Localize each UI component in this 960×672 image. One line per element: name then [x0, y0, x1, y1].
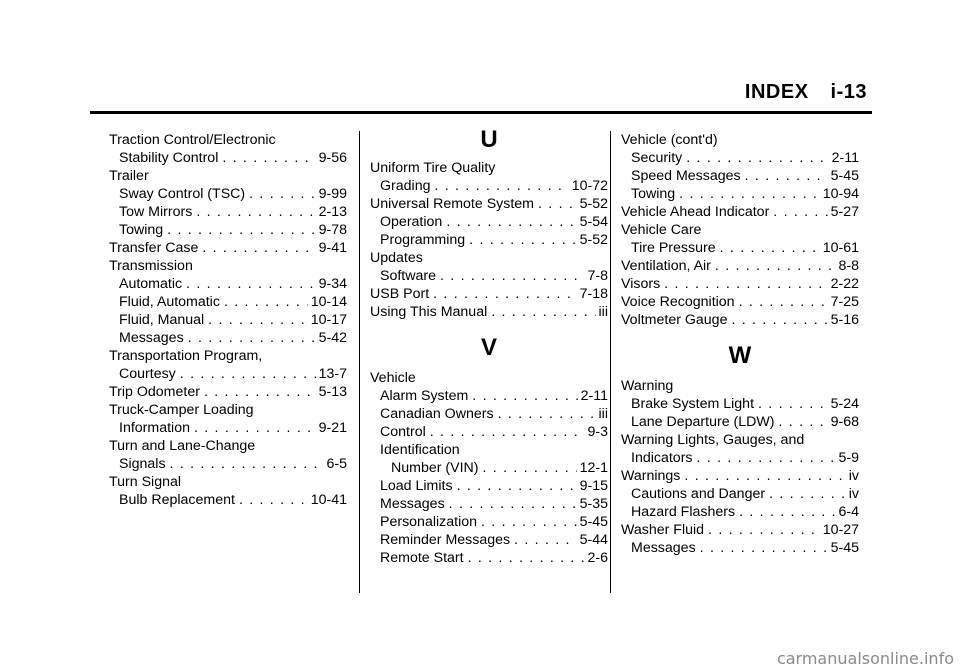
- dot-leader: [769, 485, 846, 503]
- entry-label: Bulb Replacement: [119, 492, 235, 508]
- index-subentry: [109, 491, 347, 509]
- entry-label: Load Limits: [380, 478, 453, 494]
- entry-page-ref[interactable]: 9-56: [318, 150, 347, 166]
- entry-label: Messages: [631, 540, 696, 556]
- index-subentry: [370, 531, 608, 549]
- column-divider: [359, 131, 360, 593]
- index-subentry: [621, 239, 859, 257]
- entry-label: Warning: [621, 378, 674, 394]
- dot-leader: [491, 303, 595, 321]
- entry-label: Brake System Light: [631, 396, 755, 412]
- index-subentry: [370, 423, 608, 441]
- index-subentry: [621, 449, 859, 467]
- dot-leader: [720, 239, 820, 257]
- entry-page-ref[interactable]: 6-4: [838, 504, 859, 520]
- entry-label: Software: [380, 268, 436, 284]
- entry-label: Uniform Tire Quality: [370, 160, 496, 176]
- entry-label: Using This Manual: [370, 304, 488, 320]
- entry-page-ref[interactable]: 6-5: [326, 456, 347, 472]
- entry-page-ref[interactable]: 9-15: [579, 478, 608, 494]
- entry-page-ref[interactable]: 7-8: [587, 268, 608, 284]
- entry-label: Fluid, Manual: [119, 312, 205, 328]
- section-letter: U: [480, 126, 498, 153]
- entry-page-ref[interactable]: 5-27: [830, 204, 859, 220]
- index-subentry: [621, 167, 859, 185]
- entry-page-ref[interactable]: 12-1: [579, 460, 608, 476]
- dot-leader: [188, 329, 316, 347]
- entry-label: Lane Departure (LDW): [631, 414, 775, 430]
- entry-label: Vehicle Care: [621, 222, 702, 238]
- entry-label: Tow Mirrors: [119, 204, 193, 220]
- dot-leader: [186, 275, 316, 293]
- dot-leader: [739, 293, 828, 311]
- entry-page-ref[interactable]: 5-54: [579, 214, 608, 230]
- entry-page-ref[interactable]: 5-44: [579, 532, 608, 548]
- entry-label: Vehicle (cont'd): [621, 132, 718, 148]
- entry-page-ref[interactable]: iii: [598, 304, 608, 320]
- index-subentry: [370, 495, 608, 513]
- dot-leader: [196, 203, 315, 221]
- dot-leader: [538, 195, 577, 213]
- index-entry: [109, 131, 347, 149]
- entry-page-ref[interactable]: 9-34: [318, 276, 347, 292]
- entry-page-ref[interactable]: 5-52: [579, 232, 608, 248]
- index-entry: [370, 285, 608, 303]
- index-entry: [109, 437, 347, 455]
- index-entry: [621, 293, 859, 311]
- entry-label: Truck-Camper Loading: [109, 402, 254, 418]
- index-subentry: [370, 549, 608, 567]
- entry-label: Hazard Flashers: [631, 504, 736, 520]
- dot-leader: [664, 275, 827, 293]
- index-entry: [109, 347, 347, 365]
- index-entry: [109, 239, 347, 257]
- entry-page-ref[interactable]: 9-3: [587, 424, 608, 440]
- entry-page-ref[interactable]: iii: [598, 406, 608, 422]
- entry-label: Ventilation, Air: [621, 258, 711, 274]
- index-subentry: [109, 293, 347, 311]
- header-title: INDEX: [744, 81, 809, 103]
- entry-label: Washer Fluid: [621, 522, 705, 538]
- entry-label: Warnings: [621, 468, 681, 484]
- index-subentry: [621, 503, 859, 521]
- page-header: [745, 81, 867, 104]
- dot-leader: [773, 203, 827, 221]
- dot-leader: [249, 185, 315, 203]
- section-letter: V: [480, 334, 497, 361]
- entry-label: Programming: [380, 232, 466, 248]
- entry-label: Grading: [380, 178, 431, 194]
- index-entry: [621, 221, 859, 239]
- entry-label: Fluid, Automatic: [119, 294, 220, 310]
- entry-label: Messages: [119, 330, 184, 346]
- dot-leader: [180, 365, 316, 383]
- index-subentry: [370, 441, 608, 459]
- dot-leader: [779, 413, 828, 431]
- dot-leader: [208, 311, 308, 329]
- entry-page-ref[interactable]: iv: [848, 468, 859, 484]
- index-entry: [370, 195, 608, 213]
- dot-leader: [430, 423, 585, 441]
- entry-page-ref[interactable]: 2-6: [587, 550, 608, 566]
- entry-page-ref[interactable]: 13-7: [318, 366, 347, 382]
- entry-page-ref[interactable]: 2-11: [580, 388, 608, 404]
- dot-leader: [684, 467, 845, 485]
- entry-label: Towing: [119, 222, 164, 238]
- index-entry: [621, 431, 859, 449]
- entry-page-ref[interactable]: 2-22: [830, 276, 859, 292]
- index-entry: [109, 167, 347, 185]
- dot-leader: [170, 455, 324, 473]
- entry-label: Turn and Lane-Change: [109, 438, 256, 454]
- index-subentry: [370, 267, 608, 285]
- entry-label: Vehicle: [370, 370, 416, 386]
- entry-page-ref[interactable]: 5-24: [830, 396, 859, 412]
- index-entry: [370, 159, 608, 177]
- index-subentry: [109, 275, 347, 293]
- entry-page-ref[interactable]: iv: [848, 486, 859, 502]
- entry-label: Remote Start: [380, 550, 464, 566]
- index-subentry: [109, 203, 347, 221]
- entry-label: Voice Recognition: [621, 294, 735, 310]
- index-column-3: [621, 131, 859, 557]
- dot-leader: [498, 405, 596, 423]
- dot-leader: [434, 177, 568, 195]
- index-entry: [370, 369, 608, 387]
- index-entry: [621, 203, 859, 221]
- dot-leader: [167, 221, 315, 239]
- entry-label: Alarm System: [380, 388, 469, 404]
- dot-leader: [708, 521, 820, 539]
- entry-page-ref[interactable]: 9-41: [318, 240, 347, 256]
- entry-page-ref[interactable]: 2-13: [318, 204, 347, 220]
- entry-label: Warning Lights, Gauges, and: [621, 432, 805, 448]
- entry-page-ref[interactable]: 10-61: [822, 240, 859, 256]
- entry-page-ref[interactable]: 5-52: [579, 196, 608, 212]
- entry-page-ref[interactable]: 9-78: [318, 222, 347, 238]
- entry-label: Sway Control (TSC): [119, 186, 246, 202]
- entry-label: Stability Control: [119, 150, 219, 166]
- entry-label: Universal Remote System: [370, 196, 534, 212]
- page-number: i-13: [830, 81, 867, 103]
- index-entry: [109, 473, 347, 491]
- index-entry: [109, 401, 347, 419]
- dot-leader: [715, 257, 836, 275]
- index-subentry: [370, 231, 608, 249]
- entry-label: Messages: [380, 496, 445, 512]
- entry-page-ref[interactable]: 10-94: [822, 186, 859, 202]
- entry-label: Courtesy: [119, 366, 176, 382]
- entry-label: Signals: [119, 456, 166, 472]
- watermark: carmanualsonline.info: [776, 649, 954, 668]
- entry-label: Traction Control/Electronic: [109, 132, 276, 148]
- entry-page-ref[interactable]: 7-25: [830, 294, 859, 310]
- index-column-2: [370, 126, 608, 567]
- dot-leader: [745, 167, 828, 185]
- entry-label: Indicators: [631, 450, 693, 466]
- dot-leader: [758, 395, 828, 413]
- index-subentry: [370, 459, 608, 477]
- index-subentry: [370, 177, 608, 195]
- entry-label: Towing: [631, 186, 676, 202]
- index-entry: [370, 303, 608, 321]
- index-subentry: [109, 455, 347, 473]
- index-subentry: [109, 185, 347, 203]
- entry-page-ref[interactable]: 5-45: [830, 540, 859, 556]
- entry-label: Cautions and Danger: [631, 486, 766, 502]
- dot-leader: [222, 149, 315, 167]
- entry-label: USB Port: [370, 286, 430, 302]
- entry-page-ref[interactable]: 9-21: [318, 420, 347, 436]
- entry-label: Voltmeter Gauge: [621, 312, 728, 328]
- index-entry: [621, 311, 859, 329]
- index-subentry: [109, 419, 347, 437]
- entry-label: Turn Signal: [109, 474, 182, 490]
- dot-leader: [472, 387, 577, 405]
- dot-leader: [731, 311, 827, 329]
- index-subentry: [109, 221, 347, 239]
- dot-leader: [204, 383, 316, 401]
- entry-page-ref[interactable]: 10-72: [571, 178, 608, 194]
- entry-label: Operation: [380, 214, 443, 230]
- entry-label: Speed Messages: [631, 168, 741, 184]
- index-entry: [621, 257, 859, 275]
- index-subentry: [370, 405, 608, 423]
- dot-leader: [194, 419, 316, 437]
- entry-label: Identification: [380, 442, 460, 458]
- index-subentry: [621, 413, 859, 431]
- entry-label: Updates: [370, 250, 423, 266]
- dot-leader: [481, 513, 577, 531]
- index-entry: [621, 275, 859, 293]
- dot-leader: [469, 231, 576, 249]
- dot-leader: [468, 549, 585, 567]
- index-entry: [621, 467, 859, 485]
- entry-label: Tire Pressure: [631, 240, 716, 256]
- index-subentry: [109, 311, 347, 329]
- index-subentry: [621, 485, 859, 503]
- index-entry: [621, 521, 859, 539]
- dot-leader: [202, 239, 315, 257]
- entry-page-ref[interactable]: 5-45: [579, 514, 608, 530]
- index-column-1: [109, 131, 347, 509]
- entry-label: Transfer Case: [109, 240, 199, 256]
- header-rule: [90, 111, 872, 114]
- index-subentry: [621, 149, 859, 167]
- entry-page-ref[interactable]: 2-11: [831, 150, 859, 166]
- dot-leader: [224, 293, 308, 311]
- entry-page-ref[interactable]: 10-41: [310, 492, 347, 508]
- entry-label: Information: [119, 420, 190, 436]
- entry-page-ref[interactable]: 5-35: [579, 496, 608, 512]
- dot-leader: [457, 477, 577, 495]
- entry-label: Visors: [621, 276, 661, 292]
- entry-page-ref[interactable]: 8-8: [838, 258, 859, 274]
- entry-page-ref[interactable]: 5-9: [838, 450, 859, 466]
- entry-label: Number (VIN): [391, 460, 479, 476]
- entry-page-ref[interactable]: 5-45: [830, 168, 859, 184]
- index-subentry: [109, 365, 347, 383]
- dot-leader: [239, 491, 308, 509]
- index-entry: [109, 383, 347, 401]
- index-entry: [109, 257, 347, 275]
- section-letter: W: [728, 342, 752, 369]
- entry-page-ref[interactable]: 7-18: [579, 286, 608, 302]
- entry-label: Trip Odometer: [109, 384, 200, 400]
- index-subentry: [621, 539, 859, 557]
- entry-page-ref[interactable]: 5-42: [318, 330, 347, 346]
- entry-label: Vehicle Ahead Indicator: [621, 204, 770, 220]
- entry-label: Transportation Program,: [109, 348, 263, 364]
- entry-page-ref[interactable]: 10-17: [310, 312, 347, 328]
- dot-leader: [449, 495, 577, 513]
- index-subentry: [370, 477, 608, 495]
- entry-label: Reminder Messages: [380, 532, 511, 548]
- index-entry: [370, 249, 608, 267]
- entry-page-ref[interactable]: 9-68: [830, 414, 859, 430]
- index-subentry: [621, 395, 859, 413]
- dot-leader: [700, 539, 828, 557]
- entry-page-ref[interactable]: 10-14: [310, 294, 347, 310]
- entry-label: Canadian Owners: [380, 406, 494, 422]
- entry-label: Personalization: [380, 514, 478, 530]
- index-subentry: [370, 513, 608, 531]
- entry-label: Control: [380, 424, 426, 440]
- dot-leader: [739, 503, 835, 521]
- dot-leader: [514, 531, 576, 549]
- dot-leader: [686, 149, 828, 167]
- dot-leader: [446, 213, 576, 231]
- dot-leader: [433, 285, 576, 303]
- index-subentry: [109, 329, 347, 347]
- column-divider: [610, 131, 611, 593]
- entry-page-ref[interactable]: 10-27: [822, 522, 859, 538]
- index-subentry: [109, 149, 347, 167]
- entry-label: Transmission: [109, 258, 193, 274]
- entry-page-ref[interactable]: 9-99: [318, 186, 347, 202]
- entry-label: Automatic: [119, 276, 183, 292]
- index-subentry: [370, 387, 608, 405]
- dot-leader: [697, 449, 836, 467]
- entry-page-ref[interactable]: 5-16: [830, 312, 859, 328]
- index-subentry: [370, 213, 608, 231]
- entry-page-ref[interactable]: 5-13: [318, 384, 347, 400]
- entry-label: Security: [631, 150, 683, 166]
- entry-label: Trailer: [109, 168, 149, 184]
- index-entry: [621, 131, 859, 149]
- index-subentry: [621, 185, 859, 203]
- dot-leader: [440, 267, 584, 285]
- dot-leader: [679, 185, 820, 203]
- index-entry: [621, 377, 859, 395]
- dot-leader: [483, 459, 577, 477]
